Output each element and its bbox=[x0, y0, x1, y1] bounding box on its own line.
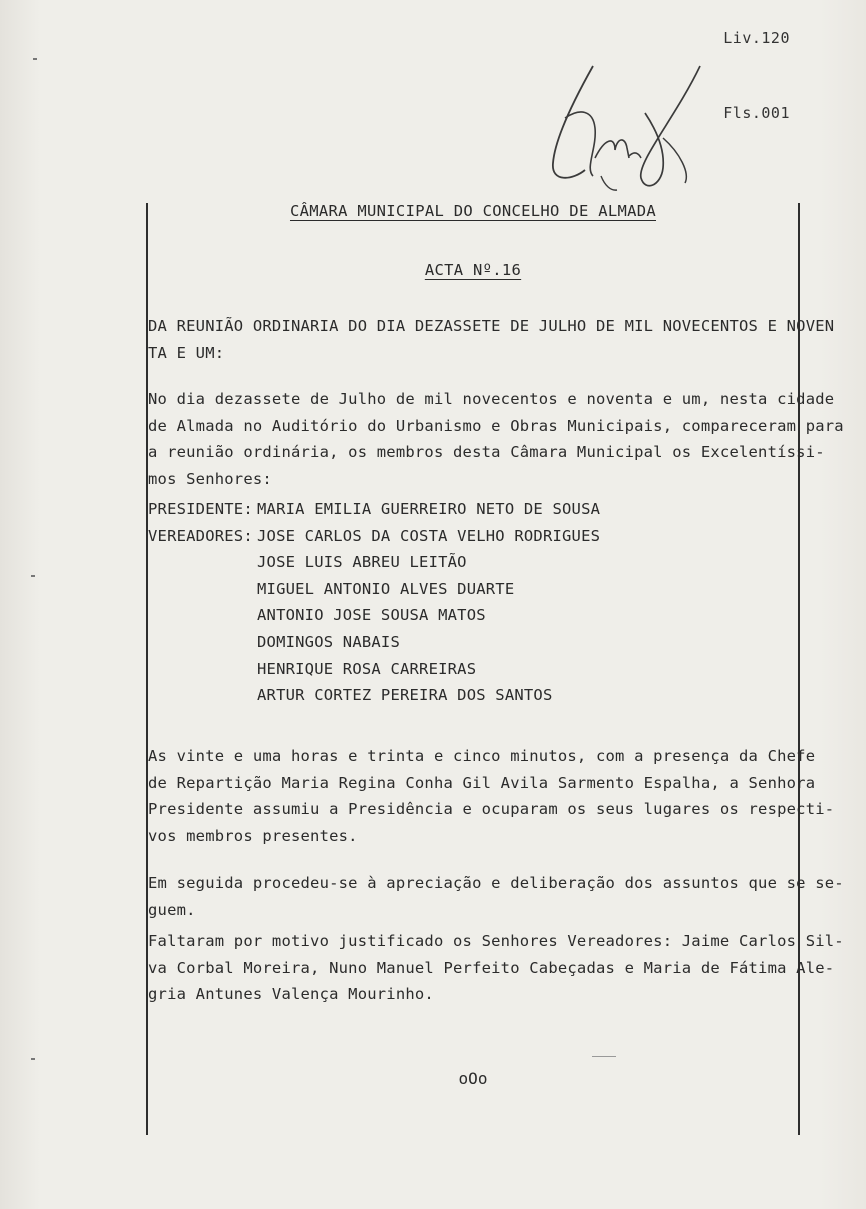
handwritten-signature bbox=[545, 58, 715, 198]
attendance-list bbox=[148, 496, 600, 709]
councillor-row: JOSE LUIS ABREU LEITÃO bbox=[257, 553, 467, 572]
councillor-row: HENRIQUE ROSA CARREIRAS bbox=[257, 659, 477, 678]
absences-paragraph: Faltaram por motivo justificado os Senhores Vereadores: Jaime Carlos Sil- va Corbal Moreira, Nuno Manuel Perfeito Cabeçadas e Maria de Fátima Ale- gria Antunes Valença Mourinho. bbox=[148, 932, 844, 1003]
paper-speck bbox=[592, 1056, 616, 1057]
councillor-row: ANTONIO JOSE SOUSA MATOS bbox=[257, 606, 486, 625]
paper-speck bbox=[31, 1058, 35, 1060]
councillor-row: VEREADORES: JOSE CARLOS DA COSTA VELHO RODRIGUES bbox=[148, 526, 601, 545]
councillor-row: ARTUR CORTEZ PEREIRA DOS SANTOS bbox=[257, 686, 553, 705]
paper-speck bbox=[31, 575, 35, 577]
agenda-paragraph: Em seguida procedeu-se à apreciação e deliberação dos assuntos que se se- guem. bbox=[148, 874, 844, 919]
session-start-paragraph: As vinte e uma horas e trinta e cinco minutos, com a presença da Chefe de Repartição Maria Regina Conha Gil Avila Sarmento Espalha, a Senhora Presidente assumiu a Presidência e ocuparam os seus lugares os respecti- vos membros presentes. bbox=[148, 747, 835, 845]
councillor-row: DOMINGOS NABAIS bbox=[257, 632, 400, 651]
opening-paragraph: No dia dezassete de Julho de mil novecentos e noventa e um, nesta cidade de Almada no Auditório do Urbanismo e Obras Municipais, compareceram para a reunião ordinária, os membros desta Câmara Municipal os Excelentíssi- mos Senhores: bbox=[148, 390, 844, 488]
meeting-subject: DA REUNIÃO ORDINARIA DO DIA DEZASSETE DE JULHO DE MIL NOVECENTOS E NOVEN TA E UM: bbox=[148, 317, 835, 362]
act-number: ACTA Nº.16 bbox=[424, 261, 522, 279]
council-title: CÂMARA MUNICIPAL DO CONCELHO DE ALMADA bbox=[289, 202, 656, 220]
president-row: PRESIDENTE: MARIA EMILIA GUERREIRO NETO DE SOUSA bbox=[148, 500, 601, 518]
book-number: Liv.120 bbox=[723, 29, 790, 47]
paper-speck bbox=[33, 58, 37, 60]
closing-mark: oOo bbox=[458, 1069, 488, 1088]
folio-number: Fls.001 bbox=[723, 104, 790, 122]
councillor-row: MIGUEL ANTONIO ALVES DUARTE bbox=[257, 579, 515, 598]
